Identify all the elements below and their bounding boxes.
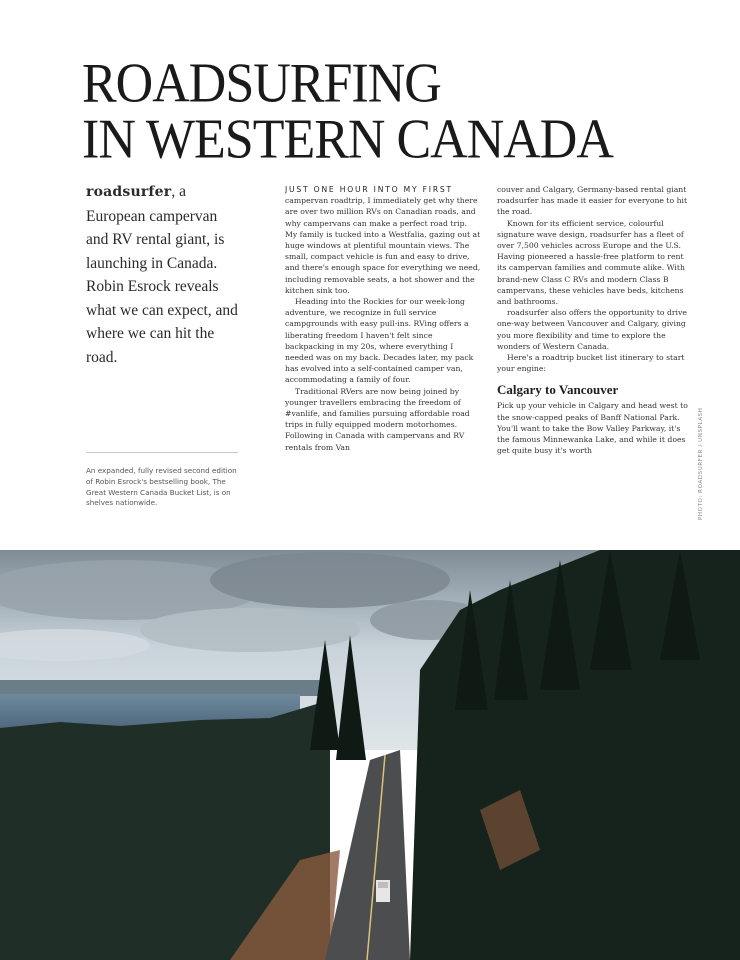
photo-credit: PHOTO: ROADSURFER / UNSPLASH (698, 407, 704, 520)
body-paragraph-7: Here's a roadtrip bucket list itinerary to start your engine: (497, 353, 685, 374)
body-paragraph-8: Pick up your vehicle in Calgary and head west to the snow-capped peaks of Banff National Park. You'll want to take the Bow Valley Parkway, it's the famous Minnewanka Lake, and while it does get quite busy it's worth (497, 401, 688, 456)
intro-text-2: reveals what we can expect, and where we can hit the road. (86, 278, 238, 366)
body-column-1 (285, 184, 481, 524)
headline-line-2: IN WESTERN CANADA (82, 108, 613, 171)
body-paragraph-5: Known for its efficient service, colourful signature wave design, roadsurfer has a fleet of over 7,500 vehicles across Europe and the U.S. Having pioneered a hassle-free platform to rent its campervan families and commute alike. With brand-new Class C RVs and modern Class B campervans, these vehicles have beds, kitchens and bathrooms. (497, 218, 685, 307)
campervan-roof (378, 882, 388, 888)
intro-comma: , (171, 183, 176, 200)
distant-mountains (0, 680, 330, 696)
body-paragraph-6: roadsurfer also offers the opportunity to drive one-way between Vancouver and Calgary, giving you more flexibility and time to explore the wonders of Western Canada. (497, 308, 687, 351)
author-name: Robin Esrock (86, 278, 171, 295)
headline-line-1: ROADSURFING (82, 52, 441, 115)
body-paragraph-3: Traditional RVers are now being joined by younger travellers embracing the freedom of #vanlife, and families pursuing affordable road trips in fully equipped modern motorhomes. Following in Canada with campervans and RV rentals from Van (285, 386, 470, 452)
intro-standfirst (86, 180, 242, 369)
body-paragraph-4: couver and Calgary, Germany-based rental giant roadsurfer has made it easier for everyone to hit the road. (497, 185, 688, 217)
intro-text-1: a European campervan and RV rental giant, is launching in Canada. (86, 183, 225, 272)
body-paragraph-1 (285, 184, 481, 296)
body-paragraph-2: Heading into the Rockies for our week-long adventure, we recognize in full service campgrounds with easy pull-ins. RVing offers a liberating freedom I haven't felt since backpacking in my 20s, where everything I needed was on my back. Decades later, my pack has evolved into a self-contained camper van, accommodating a family of four. (285, 297, 474, 385)
book-caption: An expanded, fully revised second edition of Robin Esrock's bestselling book, The Great Western Canada Bucket List, is on shelves nationwide. (86, 466, 237, 508)
article-headline (82, 52, 682, 171)
forest-road-illustration (0, 550, 740, 960)
landscape-photo (0, 550, 740, 960)
brand-wordmark: roadsurfer (86, 184, 172, 200)
body-paragraph-1-text: campervan roadtrip, I immediately get why there are over two million RVs on Canadian roads, and why campervans can make a perfect road trip. My family is tucked into a Westfalia, gazing out at huge windows at plentiful mountain views. The small, compact vehicle is fun and easy to drive, and there's enough space for everything we need, including removable seats, a hot shower and the kitchen sink too. (285, 196, 481, 295)
body-column-2 (497, 184, 695, 524)
intro-divider (86, 452, 238, 453)
section-subhead: Calgary to Vancouver (497, 382, 619, 398)
lead-in-caps: JUST ONE HOUR INTO MY FIRST (285, 185, 453, 194)
